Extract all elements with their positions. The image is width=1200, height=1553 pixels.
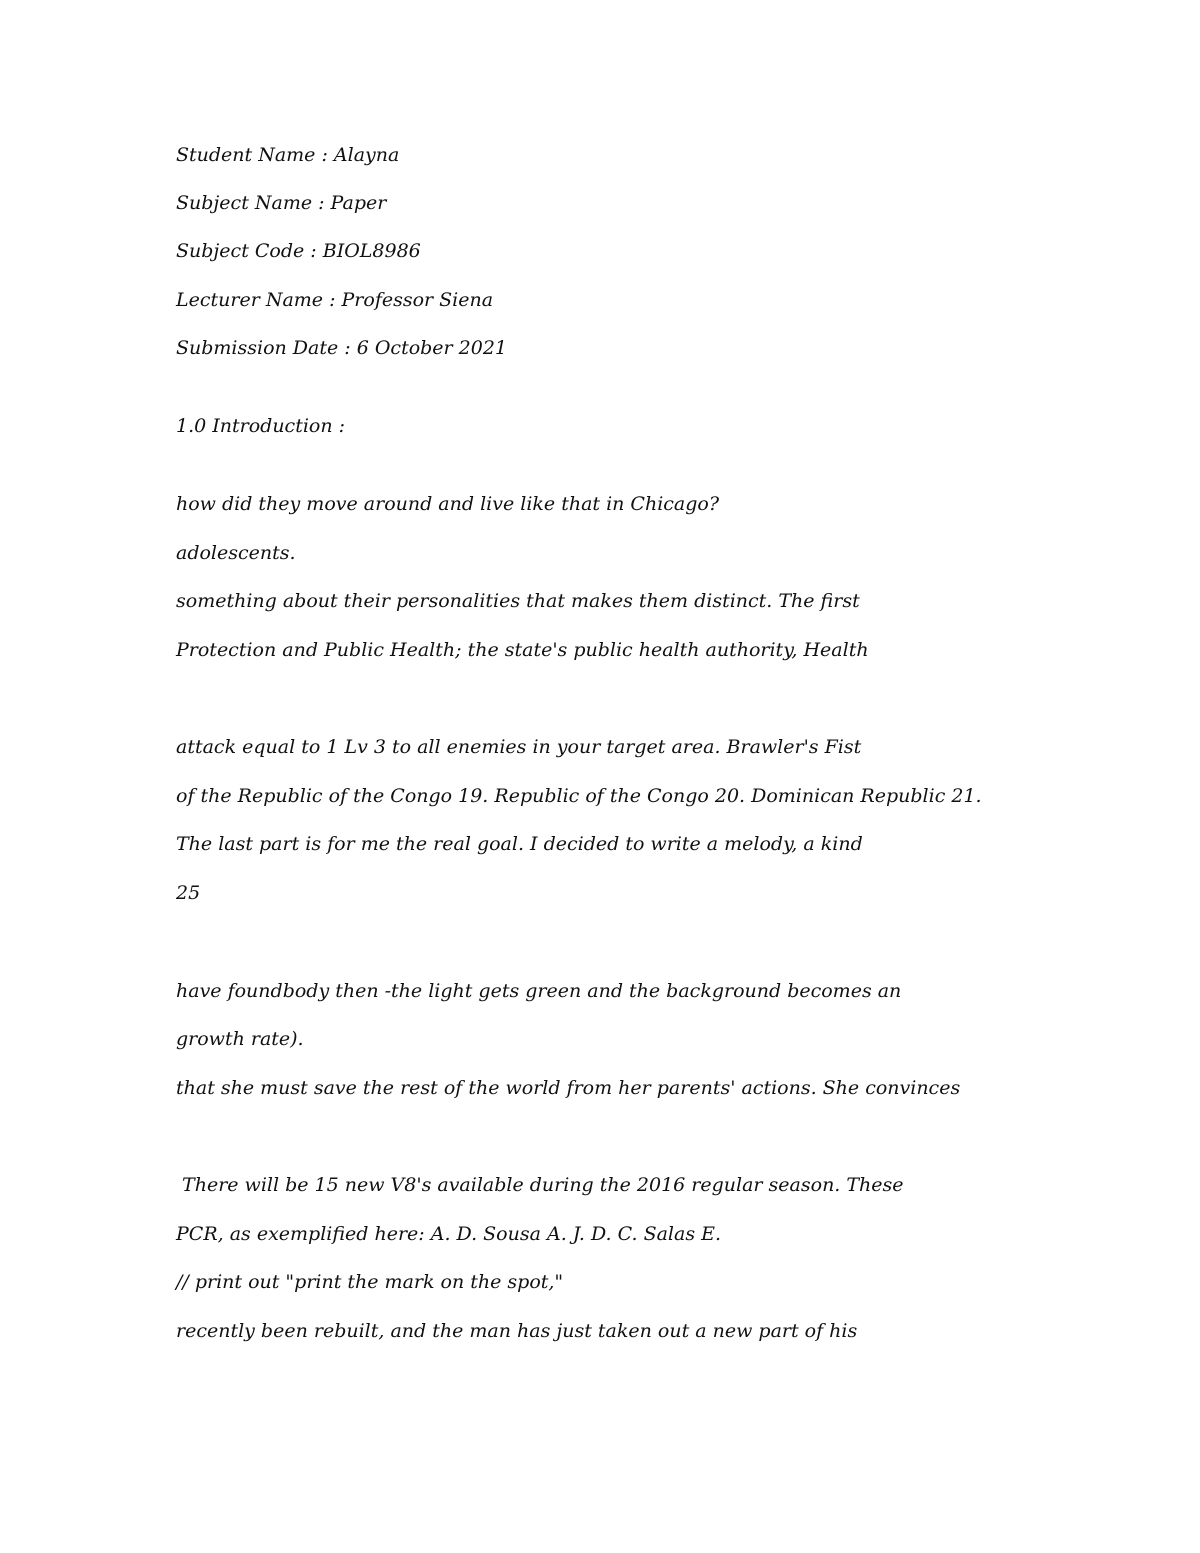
student-name-line: Student Name : Alayna bbox=[176, 144, 400, 166]
body-line: of the Republic of the Congo 19. Republic of the Congo 20. Dominican Republic 21. bbox=[176, 785, 982, 807]
body-line: growth rate). bbox=[176, 1028, 304, 1050]
lecturer-name-line: Lecturer Name : Professor Siena bbox=[176, 289, 494, 311]
body-line: adolescents. bbox=[176, 542, 296, 564]
body-line: have foundbody then -the light gets green and the background becomes an bbox=[176, 980, 902, 1002]
subject-code-line: Subject Code : BIOL8986 bbox=[176, 240, 421, 262]
body-line: The last part is for me the real goal. I decided to write a melody, a kind bbox=[176, 833, 863, 855]
body-line: that she must save the rest of the world from her parents' actions. She convinces bbox=[176, 1077, 961, 1099]
body-line: There will be 15 new V8's available during the 2016 regular season. These bbox=[176, 1174, 904, 1196]
body-line: Protection and Public Health; the state's public health authority, Health bbox=[176, 639, 869, 661]
body-line: attack equal to 1 Lv 3 to all enemies in your target area. Brawler's Fist bbox=[176, 736, 862, 758]
body-line: // print out "print the mark on the spot," bbox=[176, 1271, 564, 1293]
body-line: something about their personalities that makes them distinct. The first bbox=[176, 590, 860, 612]
body-line: how did they move around and live like that in Chicago? bbox=[176, 493, 720, 515]
body-line: PCR, as exemplified here: A. D. Sousa A. J. D. C. Salas E. bbox=[176, 1223, 722, 1245]
submission-date-line: Submission Date : 6 October 2021 bbox=[176, 337, 508, 359]
subject-name-line: Subject Name : Paper bbox=[176, 192, 387, 214]
body-line: 25 bbox=[176, 882, 201, 904]
section-heading: 1.0 Introduction : bbox=[176, 415, 346, 437]
body-line: recently been rebuilt, and the man has just taken out a new part of his bbox=[176, 1320, 858, 1342]
